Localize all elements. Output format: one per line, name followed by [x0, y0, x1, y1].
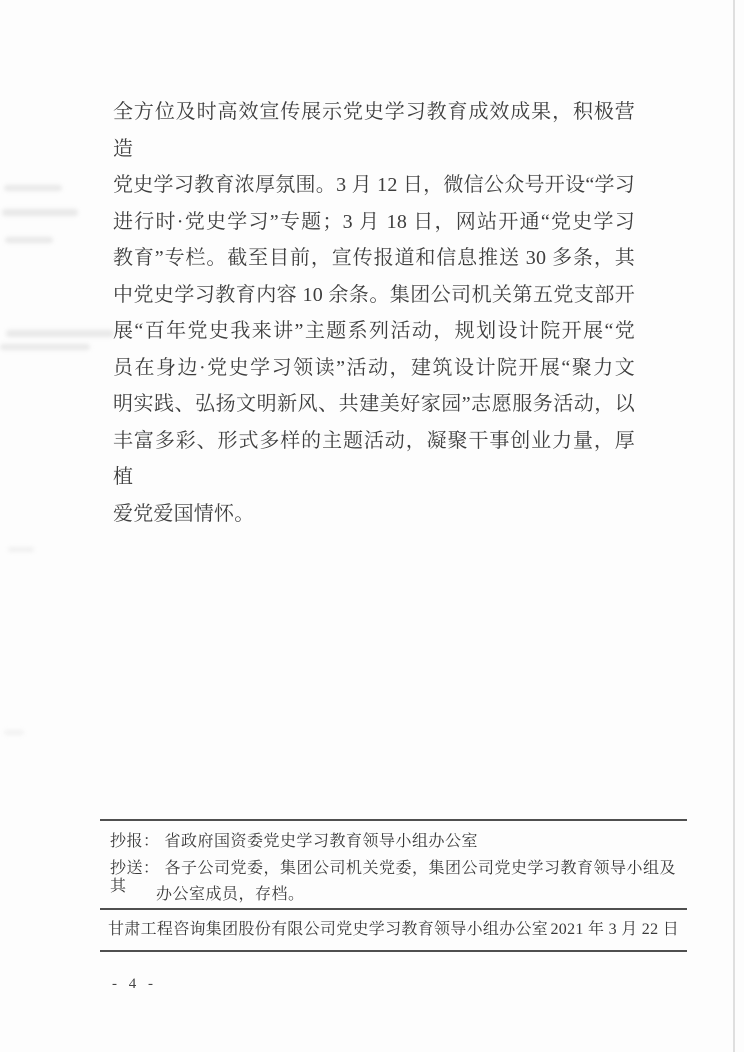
- footer-divider-middle: [100, 908, 687, 910]
- issue-date: 2021 年 3 月 22 日: [550, 921, 679, 938]
- footer-divider-top: [100, 819, 687, 821]
- copy-send-continuation: [156, 886, 733, 904]
- scan-artifact: [8, 547, 34, 552]
- issuer-row: [108, 921, 679, 939]
- body-line: 教育”专栏。截至目前，宣传报道和信息推送 30 多条，其: [113, 247, 635, 269]
- body-text: [113, 94, 635, 532]
- scan-artifact: [4, 185, 62, 191]
- copy-report-row: [110, 833, 687, 851]
- copy-send-value-continued: 办公室成员，存档。: [156, 886, 305, 903]
- issuer-name: 甘肃工程咨询集团股份有限公司党史学习教育领导小组办公室: [108, 921, 549, 938]
- scan-artifact: [6, 330, 114, 337]
- copy-send-value: 各子公司党委，集团公司机关党委，集团公司党史学习教育领导小组及其: [110, 860, 677, 895]
- body-line: 丰富多彩、形式多样的主题活动，凝聚干事创业力量，厚植: [113, 429, 635, 488]
- copy-report-value: 省政府国资委党史学习教育领导小组办公室: [164, 833, 479, 850]
- copy-send-label: 抄送：: [110, 860, 160, 877]
- body-line: 进行时·党史学习”专题；3 月 18 日，网站开通“党史学习: [113, 210, 635, 233]
- scan-artifact: [0, 344, 90, 350]
- scan-edge-line: [733, 0, 735, 1052]
- footer-divider-bottom: [100, 950, 687, 952]
- body-line: 党史学习教育浓厚氛围。3 月 12 日，微信公众号开设“学习: [113, 174, 635, 196]
- body-line: 中党史学习教育内容 10 余条。集团公司机关第五党支部开: [113, 283, 635, 306]
- body-line: 爱党爱国情怀。: [113, 502, 255, 525]
- body-line: 明实践、弘扬文明新风、共建美好家园”志愿服务活动，以: [113, 393, 635, 415]
- scan-artifact: [2, 209, 78, 216]
- body-line: 全方位及时高效宣传展示党史学习教育成效成果，积极营造: [113, 101, 635, 160]
- body-line: 员在身边·党史学习领读”活动，建筑设计院开展“聚力文: [113, 356, 635, 379]
- body-line: 展“百年党史我来讲”主题系列活动，规划设计院开展“党: [113, 320, 635, 342]
- page-number: - 4 -: [112, 976, 157, 992]
- scan-artifact: [4, 730, 24, 735]
- scan-artifact: [5, 237, 53, 243]
- copy-report-label: 抄报：: [110, 833, 160, 850]
